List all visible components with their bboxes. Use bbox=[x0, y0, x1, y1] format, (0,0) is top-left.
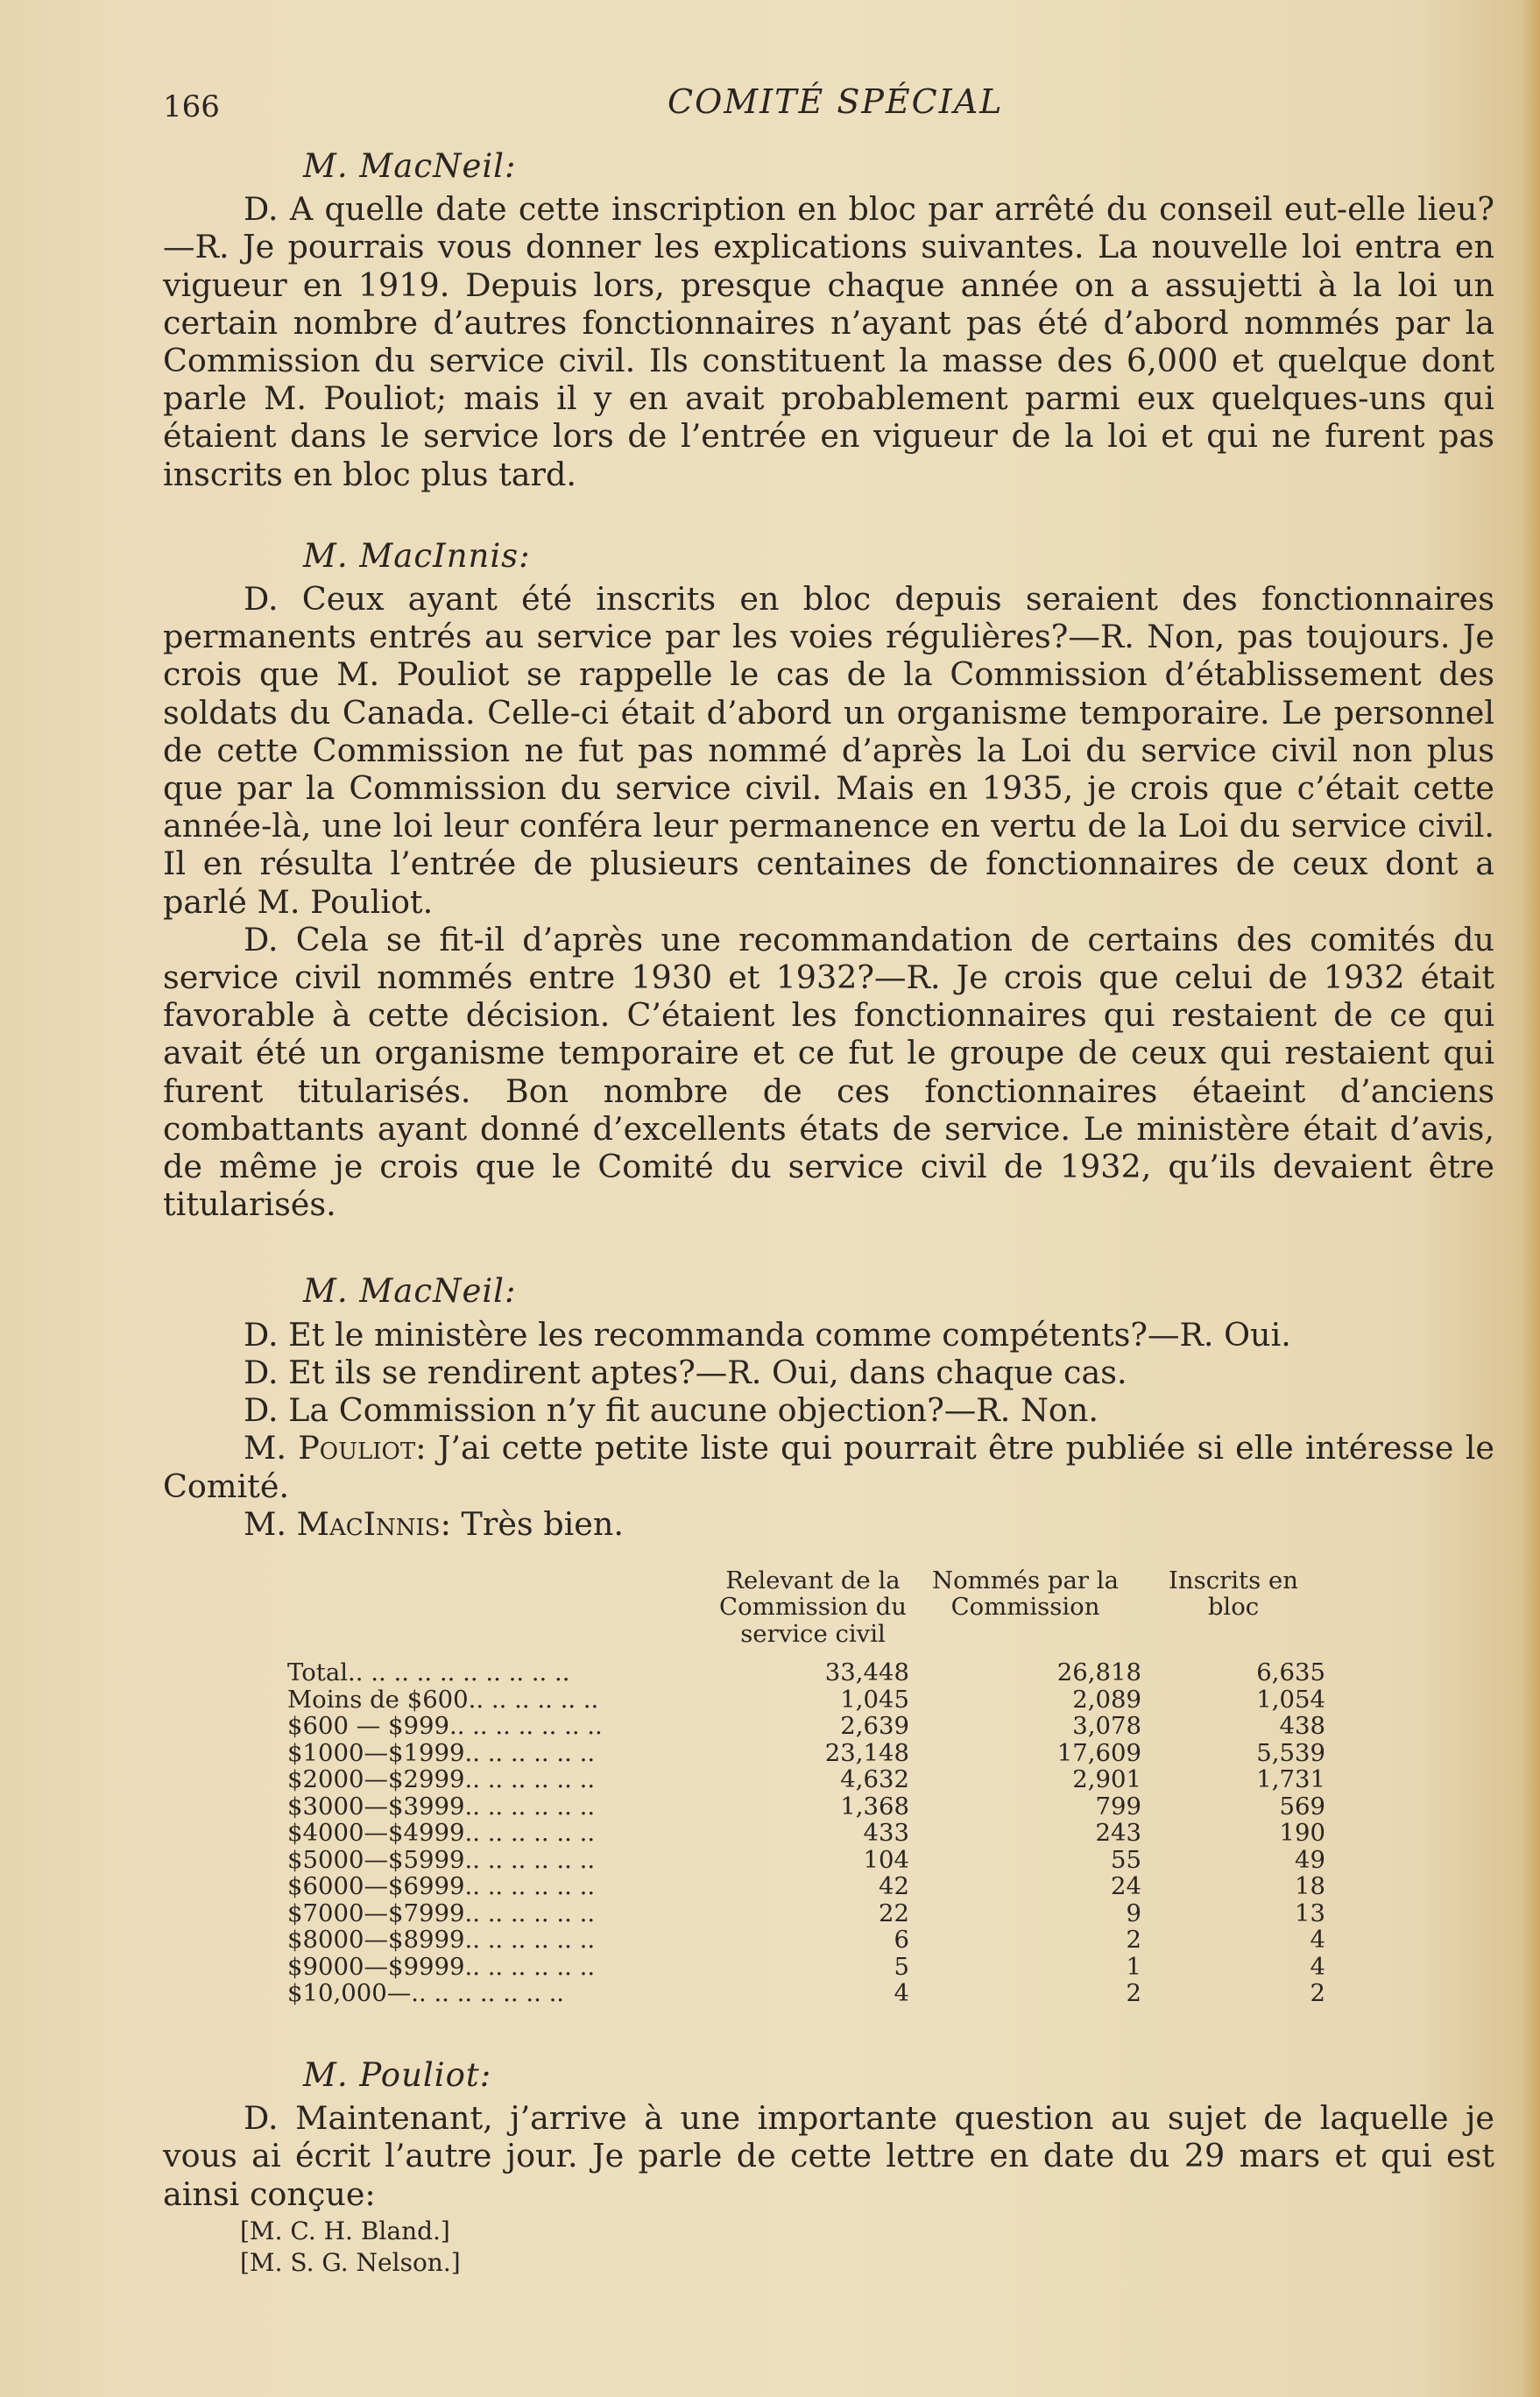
signature-line: [M. C. H. Bland.] bbox=[240, 2216, 450, 2245]
cell-inscrits: 2 bbox=[1310, 1979, 1325, 2008]
table-row bbox=[287, 1686, 1325, 1714]
table-row bbox=[287, 1980, 1325, 2007]
cell-commission: 22 bbox=[879, 1899, 909, 1927]
speaker-macneil: M. MacNeil: bbox=[303, 147, 517, 185]
paragraph: D. La Commission n’y fit aucune objection?—R. Non. bbox=[244, 1391, 1098, 1430]
cell-commission: 433 bbox=[863, 1819, 909, 1848]
cell-nommes: 9 bbox=[1126, 1899, 1141, 1927]
cell-nommes: 243 bbox=[1095, 1819, 1141, 1848]
row-label: $600 — $999.. .. .. .. .. .. .. bbox=[287, 1712, 603, 1741]
table-row bbox=[287, 1659, 1325, 1686]
cell-nommes: 2 bbox=[1126, 1979, 1141, 2008]
page-number: 166 bbox=[163, 89, 220, 124]
speaker-name: M. Pouliot bbox=[244, 1429, 416, 1467]
row-label: $5000—$5999.. .. .. .. .. .. bbox=[287, 1845, 596, 1874]
paragraph: D. Ceux ayant été inscrits en bloc depuis seraient des fonctionnaires permanents entrés au service par les voies régulières?—R. Non, pas toujours. Je crois que M. Pouliot se rappelle le cas de la Commission d’établissement des soldats du Canada. Celle-ci était d’abord un organisme temporaire. Le personnel de cette Commission ne fut pas nommé d’après la Loi du service civil non plus que par la Commission du service civil. Mais en 1935, je crois que c’était cette année-là, une loi leur conféra leur permanence en vertu de la Loi du service civil. Il en résulta l’entrée de plusieurs centaines de fonctionnaires de ceux dont a parlé M. Pouliot. bbox=[163, 580, 1494, 921]
row-label: $8000—$8999.. .. .. .. .. .. bbox=[287, 1926, 596, 1955]
row-label: Total.. .. .. .. .. .. .. .. .. .. bbox=[287, 1658, 570, 1687]
cell-nommes: 1 bbox=[1126, 1952, 1141, 1981]
cell-inscrits: 1,054 bbox=[1256, 1685, 1325, 1714]
cell-inscrits: 4 bbox=[1310, 1926, 1325, 1955]
row-label: $6000—$6999.. .. .. .. .. .. bbox=[287, 1872, 596, 1901]
row-label: $2000—$2999.. .. .. .. .. .. bbox=[287, 1765, 596, 1794]
cell-commission: 1,368 bbox=[840, 1792, 909, 1821]
table-row bbox=[287, 1713, 1325, 1740]
paragraph-pouliot bbox=[163, 1429, 1494, 1504]
cell-nommes: 799 bbox=[1095, 1792, 1141, 1821]
table-row bbox=[287, 1900, 1325, 1927]
paragraph-macinnis bbox=[163, 1505, 1494, 1543]
cell-inscrits: 49 bbox=[1295, 1845, 1325, 1874]
paragraph: D. Et ils se rendirent aptes?—R. Oui, dans chaque cas. bbox=[244, 1353, 1127, 1391]
cell-commission: 1,045 bbox=[840, 1685, 909, 1714]
table-row bbox=[287, 1847, 1325, 1874]
cell-commission: 4,632 bbox=[840, 1765, 909, 1794]
cell-nommes: 2 bbox=[1126, 1926, 1141, 1955]
table-row bbox=[287, 1740, 1325, 1767]
table-row bbox=[287, 1820, 1325, 1847]
row-label: $7000—$7999.. .. .. .. .. .. bbox=[287, 1899, 596, 1927]
cell-commission: 4 bbox=[894, 1979, 909, 2008]
running-head: COMITÉ SPÉCIAL bbox=[668, 82, 1004, 121]
cell-nommes: 17,609 bbox=[1056, 1738, 1141, 1767]
table-row bbox=[287, 1927, 1325, 1954]
table-row bbox=[287, 1766, 1325, 1793]
cell-inscrits: 1,731 bbox=[1256, 1765, 1325, 1794]
cell-nommes: 2,901 bbox=[1072, 1765, 1141, 1794]
speaker-macinnis: M. MacInnis: bbox=[303, 536, 531, 575]
row-label: $9000—$9999.. .. .. .. .. .. bbox=[287, 1952, 596, 1981]
document-body bbox=[163, 147, 1494, 2276]
row-label: Moins de $600.. .. .. .. .. .. bbox=[287, 1685, 599, 1714]
table-header-row bbox=[287, 1567, 1325, 1660]
row-label: $10,000—.. .. .. .. .. .. .. bbox=[287, 1979, 565, 2008]
paragraph: D. Cela se fit-il d’après une recommandation de certains des comités du service civil nommés entre 1930 et 1932?—R. Je crois que celui de 1932 était favorable à cette décision. C’étaient les fonctionnaires qui restaient de ce qui avait été un organisme temporaire et ce fut le groupe de ceux qui restaient qui furent titularisés. Bon nombre de ces fonctionnaires étaeint d’anciens combattants ayant donné d’excellents états de service. Le ministère était d’avis, de même je crois que le Comité du service civil de 1932, qu’ils devaient être titularisés. bbox=[163, 920, 1494, 1224]
cell-nommes: 24 bbox=[1111, 1872, 1141, 1901]
speaker-macneil: M. MacNeil: bbox=[303, 1272, 517, 1311]
cell-inscrits: 5,539 bbox=[1256, 1738, 1325, 1767]
paragraph: D. Maintenant, j’arrive à une importante question au sujet de laquelle je vous ai écrit l’autre jour. Je parle de cette lettre en date du 29 mars et qui est ainsi conçue: bbox=[163, 2099, 1494, 2213]
table-header: Nommés par la Commission bbox=[932, 1566, 1119, 1622]
cell-commission: 104 bbox=[863, 1845, 909, 1874]
cell-inscrits: 190 bbox=[1279, 1819, 1325, 1848]
cell-nommes: 2,089 bbox=[1072, 1685, 1141, 1714]
cell-inscrits: 13 bbox=[1295, 1899, 1325, 1927]
cell-inscrits: 6,635 bbox=[1256, 1658, 1325, 1687]
signature-line: [M. S. G. Nelson.] bbox=[240, 2247, 461, 2277]
cell-nommes: 3,078 bbox=[1072, 1712, 1141, 1741]
table-header: Relevant de la Commission du service civil bbox=[719, 1566, 907, 1648]
cell-commission: 23,148 bbox=[824, 1738, 909, 1767]
cell-nommes: 26,818 bbox=[1056, 1658, 1141, 1687]
cell-inscrits: 569 bbox=[1279, 1792, 1325, 1821]
page-header bbox=[163, 82, 1477, 126]
salary-table bbox=[287, 1567, 1325, 2007]
paragraph: D. Et le ministère les recommanda comme compétents?—R. Oui. bbox=[244, 1315, 1291, 1354]
cell-commission: 42 bbox=[879, 1872, 909, 1901]
row-label: $3000—$3999.. .. .. .. .. .. bbox=[287, 1792, 596, 1821]
speaker-pouliot: M. Pouliot: bbox=[303, 2055, 492, 2094]
cell-commission: 2,639 bbox=[840, 1712, 909, 1741]
row-label: $1000—$1999.. .. .. .. .. .. bbox=[287, 1738, 596, 1767]
cell-commission: 5 bbox=[894, 1952, 909, 1981]
table-row bbox=[287, 1954, 1325, 1981]
table-row bbox=[287, 1873, 1325, 1900]
speaker-name: M. MacInnis bbox=[244, 1504, 441, 1543]
cell-commission: 6 bbox=[894, 1926, 909, 1955]
cell-nommes: 55 bbox=[1111, 1845, 1141, 1874]
table-header-blank bbox=[287, 1567, 717, 1660]
speech-text: : Très bien. bbox=[440, 1504, 625, 1543]
table-row bbox=[287, 1793, 1325, 1821]
cell-commission: 33,448 bbox=[824, 1658, 909, 1687]
page-edge-shading bbox=[1521, 0, 1540, 2397]
table-header: Inscrits en bloc bbox=[1169, 1566, 1298, 1622]
cell-inscrits: 18 bbox=[1295, 1872, 1325, 1901]
speech-text: : J’ai cette petite liste qui pourrait être publiée si elle intéresse le Comité. bbox=[163, 1429, 1494, 1505]
paragraph: D. A quelle date cette inscription en bloc par arrêté du conseil eut-elle lieu?—R. Je pourrais vous donner les explications suivantes. La nouvelle loi entra en vigueur en 1919. Depuis lors, presque chaque année on a assujetti à la loi un certain nombre d’autres fonctionnaires n’ayant pas été d’abord nommés par la Commission du service civil. Ils constituent la masse des 6,000 et quelque dont parle M. Pouliot; mais il y en avait probablement parmi eux quelques-uns qui étaient dans le service lors de l’entrée en vigueur de la loi et qui ne furent pas inscrits en bloc plus tard. bbox=[163, 190, 1494, 493]
cell-inscrits: 438 bbox=[1279, 1712, 1325, 1741]
cell-inscrits: 4 bbox=[1310, 1952, 1325, 1981]
row-label: $4000—$4999.. .. .. .. .. .. bbox=[287, 1819, 596, 1848]
